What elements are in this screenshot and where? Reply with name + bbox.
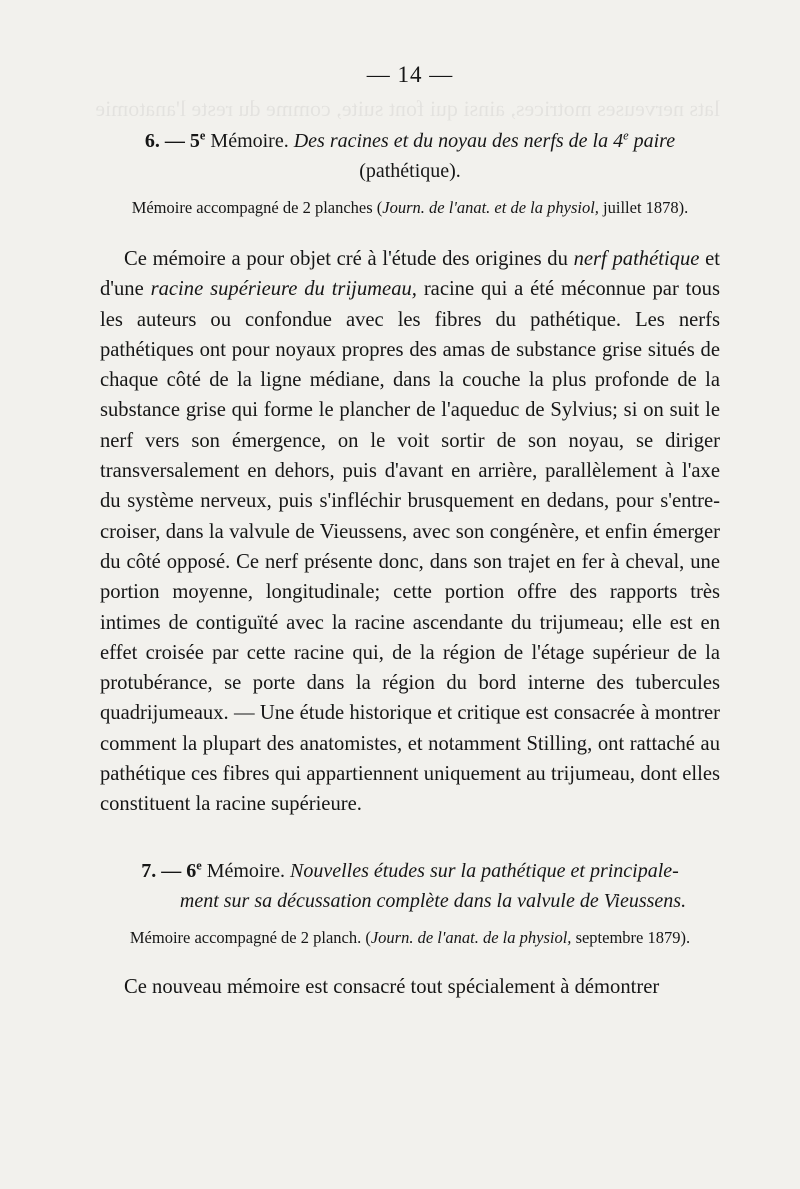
entry-7-citation: Mémoire accompagné de 2 planch. (Journ. de l'anat. de la physiol, septembre 1879).: [129, 927, 691, 947]
entry-6-heading: [100, 126, 720, 186]
entry-7-title: Nouvelles études sur la pathétique et principale-: [290, 859, 679, 882]
page-number: — 14 —: [366, 62, 454, 87]
entry-6-citation: Mémoire accompagné de 2 planches (Journ. de l'anat. et de la physiol, juillet 1878).: [131, 198, 689, 217]
entry-6-title: Des racines et du noyau des nerfs de la 4e paire: [293, 128, 676, 152]
entry-6-body: Ce mémoire a pour objet cré à l'étude des origines du nerf pathétique et d'une racine supérieure du trijumeau, racine qui a été méconnue par tous les auteurs ou confondue avec les fibres du pathétique. Les nerfs pathétiques ont pour noyaux propres des amas de substance grise situés de chaque côté de la ligne médiane, dans la couche la plus profonde de la substance grise qui forme le plancher de l'aqueduc de Sylvius; si on suit le nerf vers son émergence, on le voit sortir de son noyau, se diriger transversalement en dehors, puis d'avant en arrière, parallèlement à l'axe du système nerveux, puis s'infléchir brusquement en dedans, pour s'entre-croiser, dans la valvule de Vieussens, avec son congénère, et enfin émerger du côté opposé. Ce nerf présente donc, dans son trajet en fer à cheval, une portion moyenne, longitudinale; cette portion offre des rapports très intimes de contiguïté avec la racine ascendante du trijumeau; elle est en effet croisée par cette racine qui, de la région de l'étage supérieur de la protubérance, se porte dans la région du bord interne des tubercules quadrijumeaux. — Une étude historique et critique est consacrée à montrer comment la plupart des anatomistes, et notamment Stilling, ont rattaché au pathétique ces fibres qui appartiennent uniquement au trijumeau, dont elles constituent la racine supérieure.: [100, 248, 720, 816]
entry-7-journal: Journ. de l'anat. de la physiol,: [370, 927, 572, 947]
entry-7-body: Ce nouveau mémoire est consacré tout spécialement à démontrer: [124, 975, 660, 998]
entry-6-journal: Journ. de l'anat. et de la physiol,: [382, 198, 599, 217]
entry-6-title-cont: (pathétique).: [359, 160, 461, 182]
entry-7-title-cont: ment sur sa décussation complète dans la valvule de Vieussens.: [179, 889, 687, 912]
entry-6-number: 6. — 5e: [144, 128, 206, 152]
entry-7-number: 7. — 6e: [141, 857, 202, 882]
text-block: [100, 62, 720, 1002]
bleed-through-line: lats nerveuses motrices, ainsi qui font suite, comme du reste l'anatomie: [95, 96, 720, 121]
entry-7-label: Mémoire.: [201, 859, 290, 882]
entry-6-label: Mémoire.: [205, 130, 294, 152]
entry-7-heading: [100, 856, 720, 916]
